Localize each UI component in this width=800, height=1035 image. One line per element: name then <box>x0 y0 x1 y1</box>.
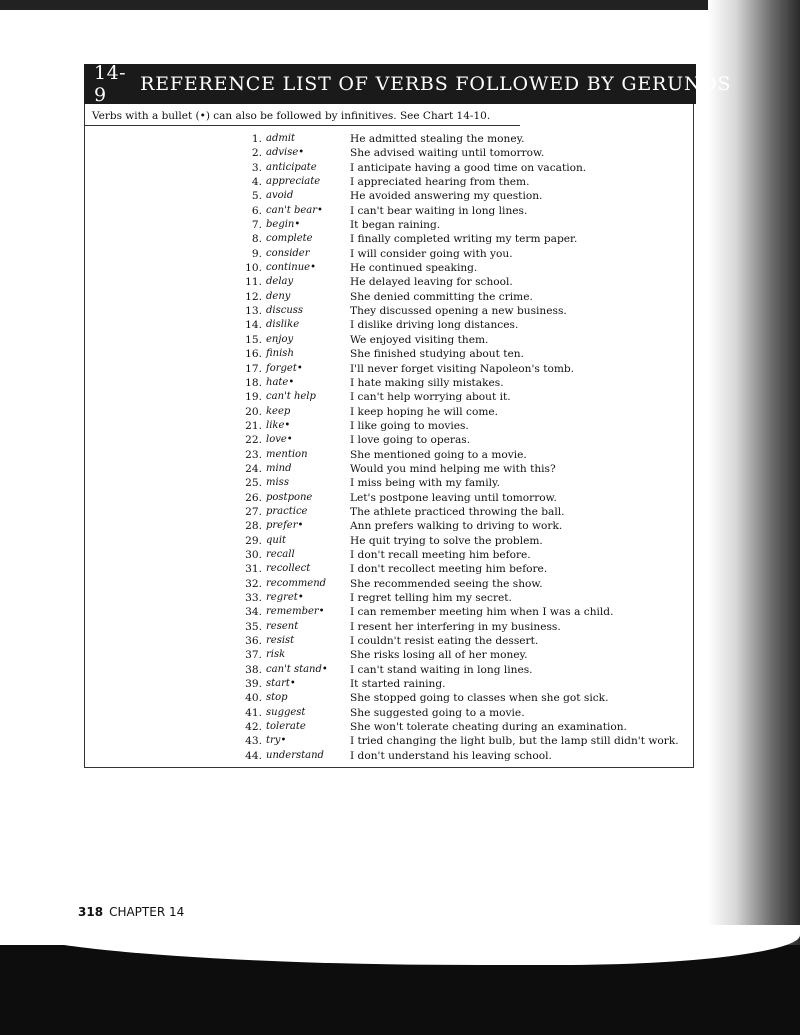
item-example: I'll never forget visiting Napoleon's tomb. <box>350 362 575 375</box>
list-item <box>230 519 690 533</box>
item-verb: mind <box>266 462 292 474</box>
list-item <box>230 204 690 218</box>
item-verb: regret• <box>266 592 304 603</box>
item-example: I can't bear waiting in long lines. <box>350 204 528 217</box>
item-example: She won't tolerate cheating during an examination. <box>350 721 627 734</box>
list-item <box>230 691 690 705</box>
list-item <box>230 405 690 419</box>
item-verb: advise• <box>266 147 305 159</box>
list-item <box>230 261 690 275</box>
item-verb: prefer• <box>266 520 304 532</box>
item-verb: practice <box>266 505 308 517</box>
item-number: 39. <box>245 678 262 691</box>
list-item <box>230 161 690 175</box>
list-item <box>230 591 690 605</box>
item-number: 20. <box>245 405 262 418</box>
list-item <box>230 232 690 246</box>
item-number: 14. <box>245 319 262 332</box>
list-item <box>230 218 690 232</box>
item-example: I like going to movies. <box>350 419 469 432</box>
list-item <box>230 677 690 691</box>
item-verb: like• <box>266 419 291 431</box>
list-item <box>230 605 690 619</box>
item-number: 35. <box>245 620 262 633</box>
item-number: 27. <box>245 505 262 518</box>
item-verb: miss <box>266 477 289 489</box>
item-example: They discussed opening a new business. <box>350 305 567 318</box>
item-verb: continue• <box>266 262 316 274</box>
item-number: 3. <box>251 161 262 174</box>
page-number: 318 <box>78 905 104 919</box>
list-item <box>230 362 690 376</box>
note-divider <box>84 125 520 126</box>
item-number: 25. <box>245 477 262 490</box>
item-example: She denied committing the crime. <box>350 290 533 303</box>
item-verb: resent <box>266 620 299 632</box>
item-number: 33. <box>245 592 262 604</box>
item-verb: discuss <box>266 305 304 317</box>
item-example: I anticipate having a good time on vacation. <box>350 161 587 174</box>
chapter-label: CHAPTER 14 <box>109 905 185 919</box>
item-verb: dislike <box>266 319 300 331</box>
item-number: 8. <box>251 233 262 246</box>
item-number: 7. <box>251 219 262 232</box>
list-item <box>230 562 690 576</box>
item-example: I keep hoping he will come. <box>350 405 499 418</box>
item-number: 16. <box>245 348 262 361</box>
item-verb: recollect <box>266 563 311 575</box>
item-number: 5. <box>251 190 262 203</box>
verb-list <box>230 132 690 763</box>
list-item <box>230 318 690 332</box>
item-example: It began raining. <box>350 219 441 232</box>
item-verb: quit <box>266 534 287 546</box>
item-number: 10. <box>245 262 262 275</box>
item-number: 36. <box>245 635 262 648</box>
list-item <box>230 433 690 447</box>
item-example: Would you mind helping me with this? <box>350 462 556 475</box>
list-item <box>230 376 690 390</box>
item-example: She stopped going to classes when she got sick. <box>350 692 609 705</box>
item-example: I don't understand his leaving school. <box>350 749 552 762</box>
page-binding-shadow <box>708 0 800 960</box>
item-verb: risk <box>266 649 286 661</box>
item-number: 38. <box>245 663 262 676</box>
item-verb: delay <box>266 276 294 288</box>
item-example: He admitted stealing the money. <box>350 133 525 145</box>
item-number: 17. <box>245 362 262 375</box>
list-item <box>230 347 690 361</box>
item-example: She advised waiting until tomorrow. <box>350 147 545 160</box>
list-item <box>230 749 690 763</box>
item-number: 23. <box>245 448 262 461</box>
item-number: 21. <box>245 419 262 432</box>
item-example: Let's postpone leaving until tomorrow. <box>350 491 557 504</box>
list-item <box>230 505 690 519</box>
item-verb: postpone <box>266 491 313 503</box>
item-example: I don't recall meeting him before. <box>350 548 531 561</box>
item-verb: forget• <box>266 362 303 374</box>
list-item <box>230 491 690 505</box>
item-number: 41. <box>245 706 262 719</box>
item-number: 44. <box>245 749 262 762</box>
list-item <box>230 648 690 662</box>
item-verb: can't help <box>266 391 316 403</box>
list-item <box>230 734 690 748</box>
item-number: 9. <box>251 247 262 260</box>
list-item <box>230 548 690 562</box>
item-example: I can't stand waiting in long lines. <box>350 663 533 676</box>
list-item <box>230 175 690 189</box>
list-item <box>230 304 690 318</box>
item-verb: tolerate <box>266 721 306 733</box>
chart-header <box>84 62 732 106</box>
item-example: I hate making silly mistakes. <box>350 376 504 389</box>
item-number: 13. <box>245 305 262 318</box>
item-example: It started raining. <box>350 678 446 691</box>
list-item <box>230 706 690 720</box>
item-verb: remember• <box>266 606 325 618</box>
item-example: She mentioned going to a movie. <box>350 448 527 461</box>
item-example: She finished studying about ten. <box>350 348 524 361</box>
item-number: 29. <box>245 534 262 547</box>
item-verb: anticipate <box>266 161 317 173</box>
item-example: We enjoyed visiting them. <box>350 333 489 346</box>
page-top-edge <box>0 0 800 10</box>
item-number: 1. <box>251 133 262 145</box>
list-item <box>230 577 690 591</box>
list-item <box>230 290 690 304</box>
item-example: He avoided answering my question. <box>350 190 543 203</box>
list-item <box>230 663 690 677</box>
item-verb: resist <box>266 635 295 647</box>
chart-title: REFERENCE LIST OF VERBS FOLLOWED BY GERUNDS <box>140 73 732 95</box>
item-verb: keep <box>266 405 291 417</box>
item-verb: can't stand• <box>266 663 328 675</box>
item-example: I can remember meeting him when I was a child. <box>350 606 614 619</box>
item-number: 4. <box>251 176 262 189</box>
item-number: 11. <box>245 276 262 289</box>
item-verb: recall <box>266 548 295 560</box>
item-number: 42. <box>245 721 262 734</box>
item-example: She risks losing all of her money. <box>350 649 528 662</box>
item-example: I tried changing the light bulb, but the lamp still didn't work. <box>350 735 679 748</box>
list-item <box>230 476 690 490</box>
item-verb: begin• <box>266 219 301 231</box>
list-item <box>230 333 690 347</box>
item-verb: try• <box>266 735 287 747</box>
item-verb: love• <box>266 434 293 446</box>
item-number: 2. <box>251 147 262 160</box>
item-example: I couldn't resist eating the dessert. <box>350 635 539 648</box>
item-verb: appreciate <box>266 176 321 188</box>
list-item <box>230 132 690 146</box>
item-example: She suggested going to a movie. <box>350 706 525 719</box>
item-example: I love going to operas. <box>350 434 471 447</box>
item-number: 31. <box>245 563 262 576</box>
item-example: He quit trying to solve the problem. <box>350 534 543 547</box>
item-number: 34. <box>245 606 262 619</box>
list-item <box>230 534 690 548</box>
item-example: I dislike driving long distances. <box>350 319 519 332</box>
item-number: 28. <box>245 520 262 533</box>
item-verb: start• <box>266 678 296 690</box>
item-number: 12. <box>245 290 262 303</box>
item-example: He continued speaking. <box>350 262 478 275</box>
item-verb: avoid <box>266 190 294 202</box>
item-verb: stop <box>266 692 288 704</box>
page-footer <box>78 905 184 919</box>
list-item <box>230 620 690 634</box>
item-verb: deny <box>266 290 291 302</box>
item-example: I miss being with my family. <box>350 477 500 490</box>
list-item <box>230 634 690 648</box>
chart-note: Verbs with a bullet (•) can also be followed by infinitives. See Chart 14-10. <box>92 110 491 122</box>
item-number: 18. <box>245 376 262 389</box>
list-item <box>230 247 690 261</box>
item-verb: suggest <box>266 706 306 718</box>
list-item <box>230 462 690 476</box>
item-number: 43. <box>245 735 262 748</box>
item-number: 24. <box>245 462 262 475</box>
item-example: The athlete practiced throwing the ball. <box>350 505 565 518</box>
item-verb: finish <box>266 348 294 360</box>
item-number: 22. <box>245 434 262 447</box>
chart-number: 14-9 <box>94 62 127 106</box>
item-example: He delayed leaving for school. <box>350 276 513 289</box>
item-verb: understand <box>266 749 324 761</box>
list-item <box>230 419 690 433</box>
list-item <box>230 390 690 404</box>
item-verb: recommend <box>266 577 327 589</box>
item-example: I regret telling him my secret. <box>350 592 512 604</box>
item-number: 19. <box>245 391 262 404</box>
item-example: I resent her interfering in my business. <box>350 620 561 633</box>
item-number: 26. <box>245 491 262 504</box>
item-example: I don't recollect meeting him before. <box>350 563 548 576</box>
item-number: 40. <box>245 692 262 705</box>
item-example: I finally completed writing my term paper. <box>350 233 578 246</box>
item-number: 30. <box>245 548 262 561</box>
item-verb: enjoy <box>266 333 294 345</box>
item-example: She recommended seeing the show. <box>350 577 543 590</box>
list-item <box>230 189 690 203</box>
item-example: I will consider going with you. <box>350 247 513 260</box>
item-verb: complete <box>266 233 313 245</box>
item-number: 15. <box>245 333 262 346</box>
item-verb: hate• <box>266 376 295 388</box>
item-number: 32. <box>245 577 262 590</box>
item-number: 6. <box>251 204 262 217</box>
list-item <box>230 146 690 160</box>
item-verb: admit <box>266 133 296 144</box>
item-example: I appreciated hearing from them. <box>350 176 530 189</box>
item-example: Ann prefers walking to driving to work. <box>350 520 563 533</box>
item-example: I can't help worrying about it. <box>350 391 511 404</box>
list-item <box>230 720 690 734</box>
item-verb: mention <box>266 448 308 460</box>
item-verb: consider <box>266 247 310 259</box>
list-item <box>230 448 690 462</box>
item-number: 37. <box>245 649 262 662</box>
item-verb: can't bear• <box>266 204 323 216</box>
list-item <box>230 275 690 289</box>
